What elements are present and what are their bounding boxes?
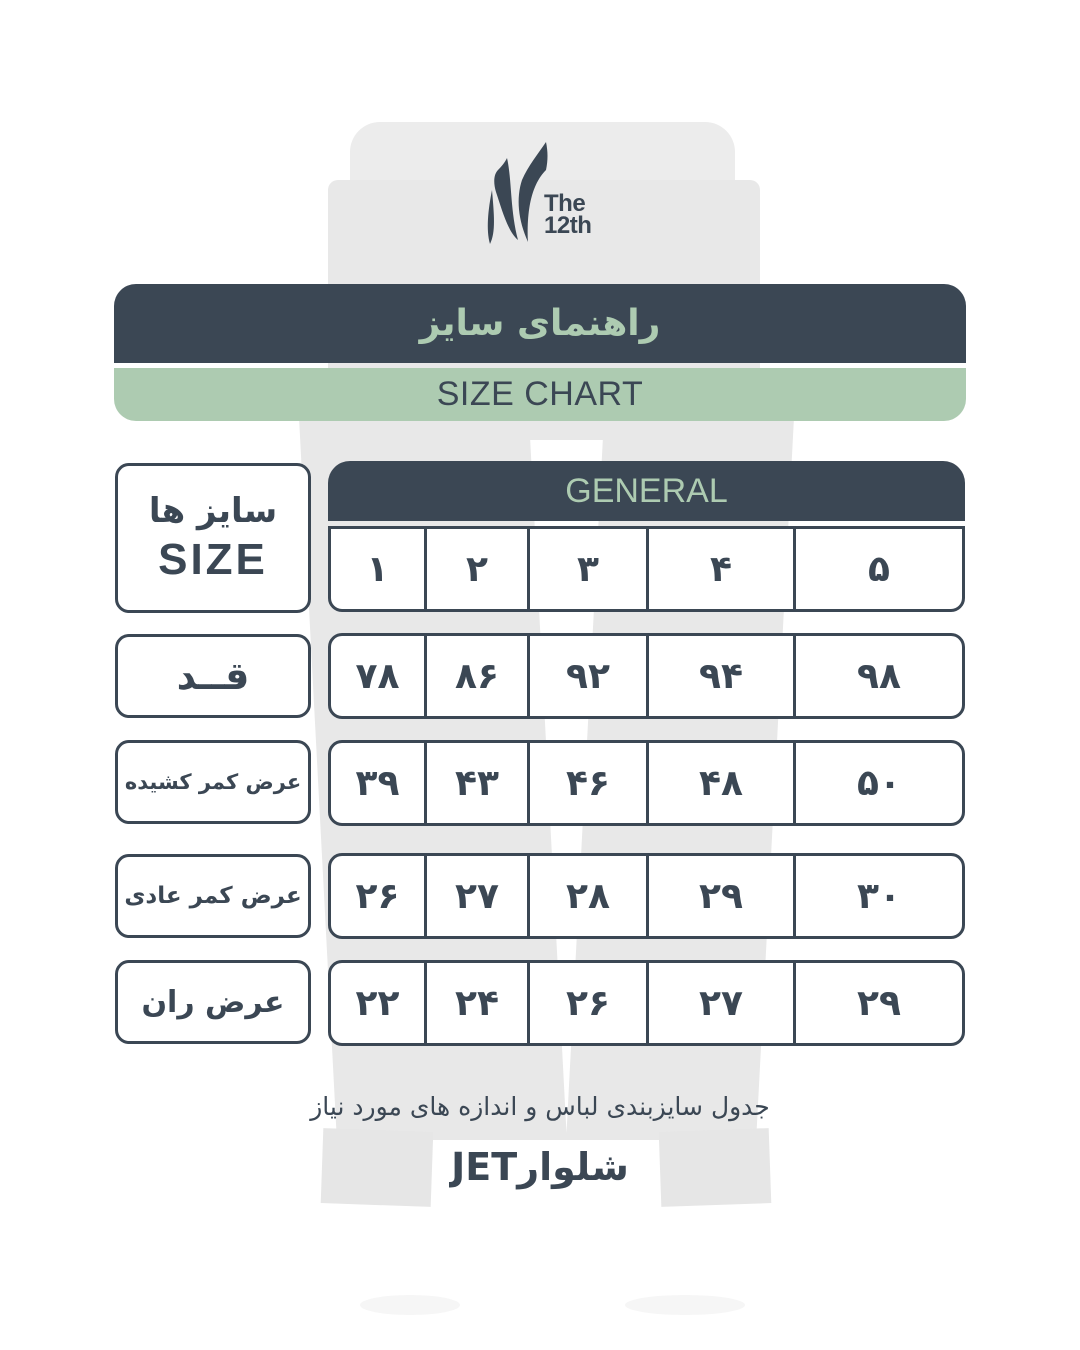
value-cell: ۴۶ xyxy=(530,743,649,823)
table-row-normal-waist xyxy=(328,853,965,939)
row-label-thigh xyxy=(115,960,311,1044)
size-cell: ۴ xyxy=(649,529,796,609)
brand-line-1: The xyxy=(544,190,586,217)
row-label-length xyxy=(115,634,311,718)
brand-wordmark xyxy=(544,190,592,239)
row-label-text: عرض کمر کشیده xyxy=(124,770,302,794)
brand-logo xyxy=(482,140,602,248)
row-label-text: عرض کمر عادی xyxy=(124,883,302,909)
the-12th-logo-icon xyxy=(482,140,552,248)
value-cell: ۲۲ xyxy=(331,963,427,1043)
size-cell: ۱ xyxy=(331,529,427,609)
value-cell: ۸۶ xyxy=(427,636,530,716)
size-label-en: SIZE xyxy=(158,535,268,584)
value-cell: ۷۸ xyxy=(331,636,427,716)
footer-description: جدول سایزبندی لباس و اندازه های مورد نیاز xyxy=(310,1092,770,1121)
value-cell: ۹۴ xyxy=(649,636,796,716)
row-label-normal-waist xyxy=(115,854,311,938)
brand-line-2: 12th xyxy=(544,212,592,239)
value-cell: ۵۰ xyxy=(857,762,901,804)
table-row-stretched-waist xyxy=(328,740,965,826)
page-title-en: SIZE CHART xyxy=(436,375,644,413)
value-cell: ۲۸ xyxy=(530,856,649,936)
value-cell: ۹۲ xyxy=(530,636,649,716)
group-header-label: GENERAL xyxy=(565,471,728,510)
value-cell: ۳۹ xyxy=(331,743,427,823)
table-row-length xyxy=(328,633,965,719)
row-label-stretched-waist xyxy=(115,740,311,824)
value-cell: ۲۹ xyxy=(857,982,901,1024)
product-name: شلوارJET xyxy=(451,1145,629,1189)
value-cell: ۲۹ xyxy=(649,856,796,936)
size-label-fa: سایز ها xyxy=(148,491,278,531)
value-cell: ۲۷ xyxy=(649,963,796,1043)
row-label-text: قــد xyxy=(176,654,250,698)
value-cell: ۲۶ xyxy=(331,856,427,936)
subtitle-banner xyxy=(114,368,966,421)
value-cell: ۴۸ xyxy=(649,743,796,823)
size-numbers-row xyxy=(328,526,965,612)
title-banner xyxy=(114,284,966,363)
value-cell: ۹۸ xyxy=(857,655,901,697)
page-title-fa: راهنمای سایز xyxy=(419,303,661,344)
size-cell: ۳ xyxy=(530,529,649,609)
shadow xyxy=(360,1295,460,1315)
size-cell: ۵ xyxy=(868,548,890,590)
row-label-text: عرض ران xyxy=(141,984,285,1020)
table-row-thigh xyxy=(328,960,965,1046)
value-cell: ۲۴ xyxy=(427,963,530,1043)
size-label-box xyxy=(115,463,311,613)
group-header xyxy=(328,461,965,521)
value-cell: ۲۷ xyxy=(427,856,530,936)
value-cell: ۲۶ xyxy=(530,963,649,1043)
shadow xyxy=(625,1295,745,1315)
value-cell: ۴۳ xyxy=(427,743,530,823)
value-cell: ۳۰ xyxy=(857,875,901,917)
size-cell: ۲ xyxy=(427,529,530,609)
